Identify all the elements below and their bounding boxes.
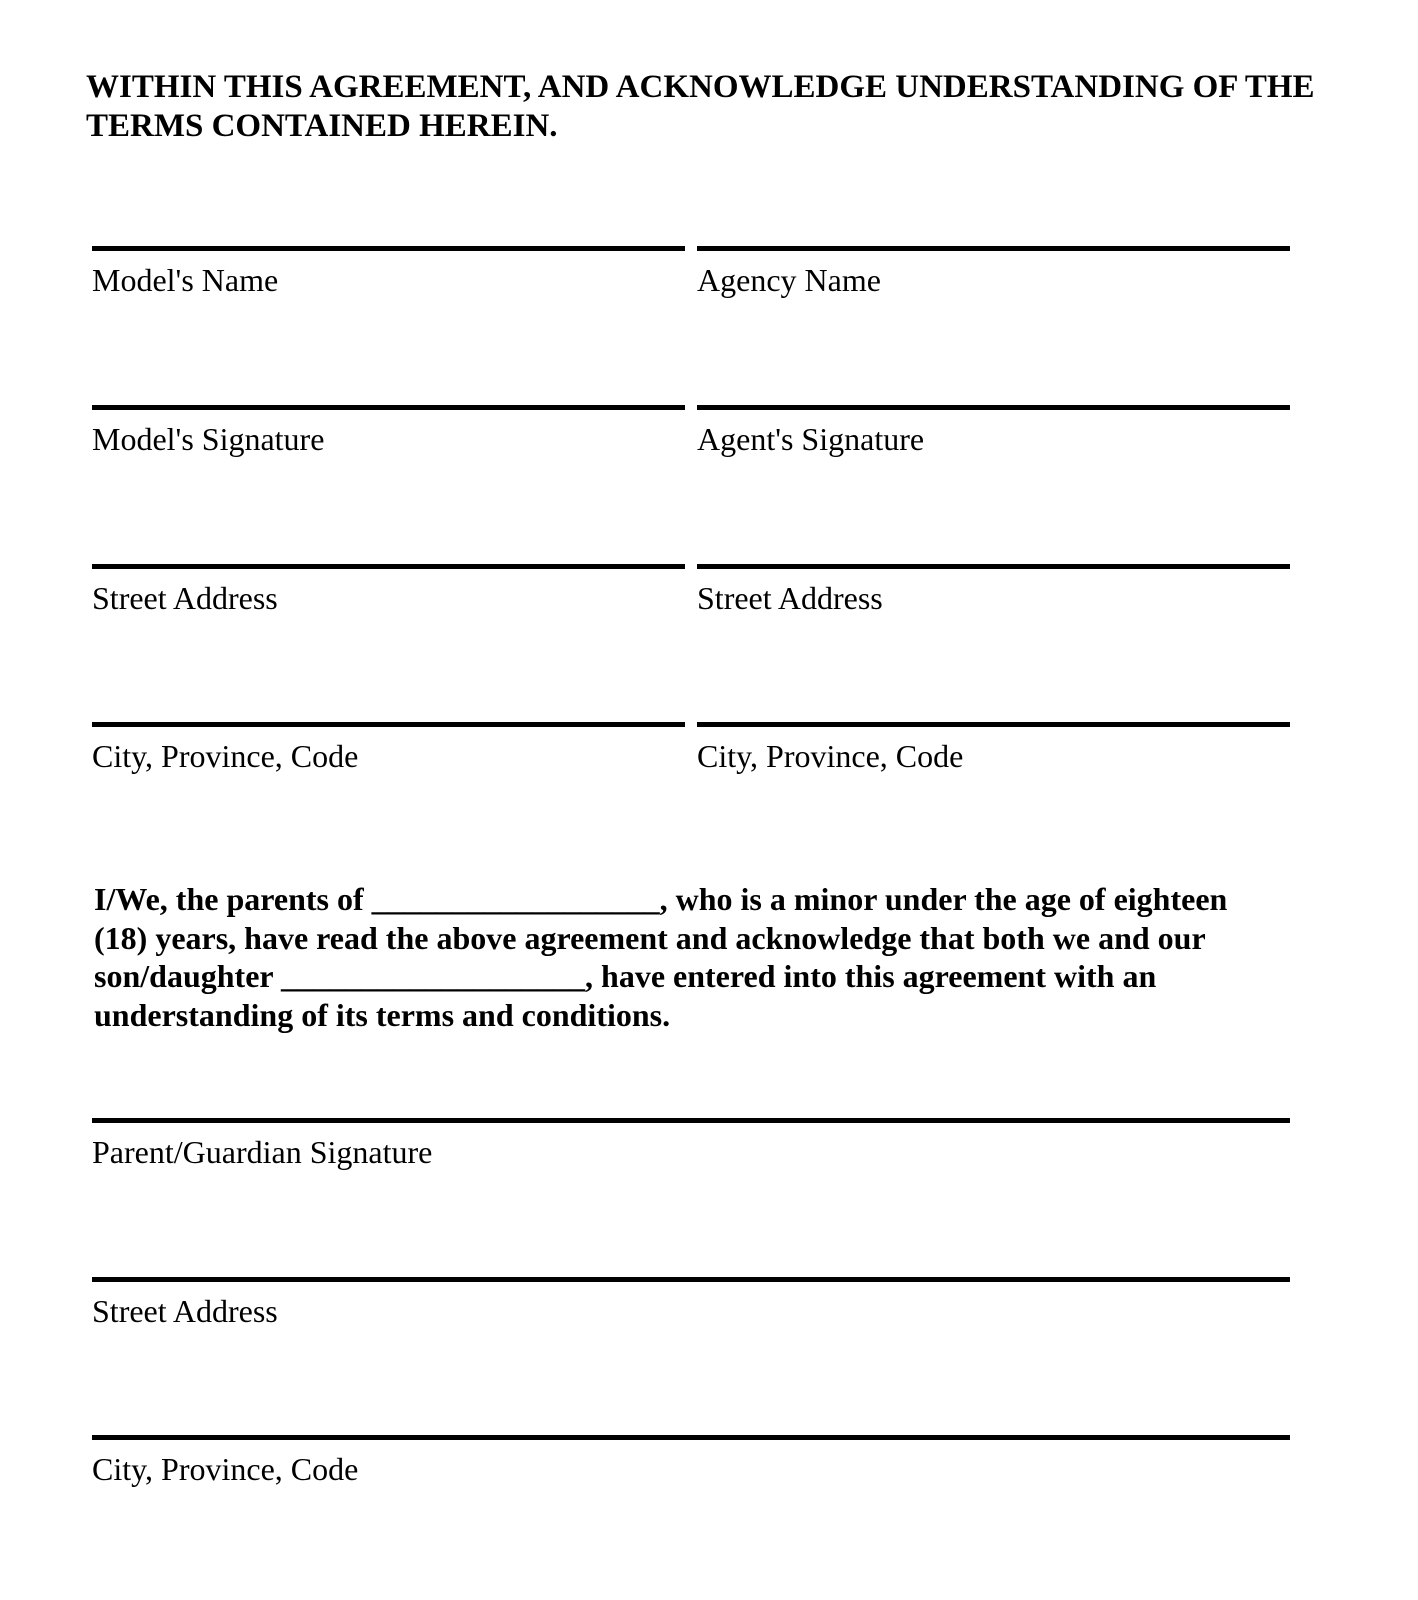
model-signature-line[interactable] [92,405,685,410]
parent-signature-line[interactable] [92,1118,1290,1123]
heading-line-1: WITHIN THIS AGREEMENT, AND ACKNOWLEDGE UNDERSTANDING OF THE [86,69,1315,105]
model-city-label: City, Province, Code [92,738,359,774]
agency-city-label: City, Province, Code [697,738,964,774]
consent-line-2: (18) years, have read the above agreement and acknowledge that both we and our [94,919,1206,956]
parent-city-line[interactable] [92,1435,1290,1440]
parent-street-address-label: Street Address [92,1293,278,1329]
parent-signature-label: Parent/Guardian Signature [92,1134,433,1170]
agent-signature-line[interactable] [697,405,1290,410]
model-street-address-label: Street Address [92,580,278,616]
agency-street-address-label: Street Address [697,580,883,616]
agent-signature-label: Agent's Signature [697,421,925,457]
parent-city-label: City, Province, Code [92,1451,359,1487]
consent-line-4: understanding of its terms and conditions. [94,996,671,1033]
consent-line-1: I/We, the parents of __________________, who is a minor under the age of eighteen [94,881,1228,917]
model-name-line[interactable] [92,246,685,251]
agency-name-line[interactable] [697,246,1290,251]
model-signature-label: Model's Signature [92,421,325,457]
model-name-label: Model's Name [92,262,279,298]
heading-line-2: TERMS CONTAINED HEREIN. [86,108,558,144]
agency-street-address-line[interactable] [697,564,1290,569]
agency-name-label: Agency Name [697,262,881,298]
model-city-line[interactable] [92,722,685,727]
parent-street-address-line[interactable] [92,1277,1290,1282]
agreement-heading [86,68,1386,146]
parental-consent-paragraph [94,880,1394,1034]
consent-line-3: son/daughter ___________________, have entered into this agreement with an [94,958,1157,994]
agency-city-line[interactable] [697,722,1290,727]
model-street-address-line[interactable] [92,564,685,569]
